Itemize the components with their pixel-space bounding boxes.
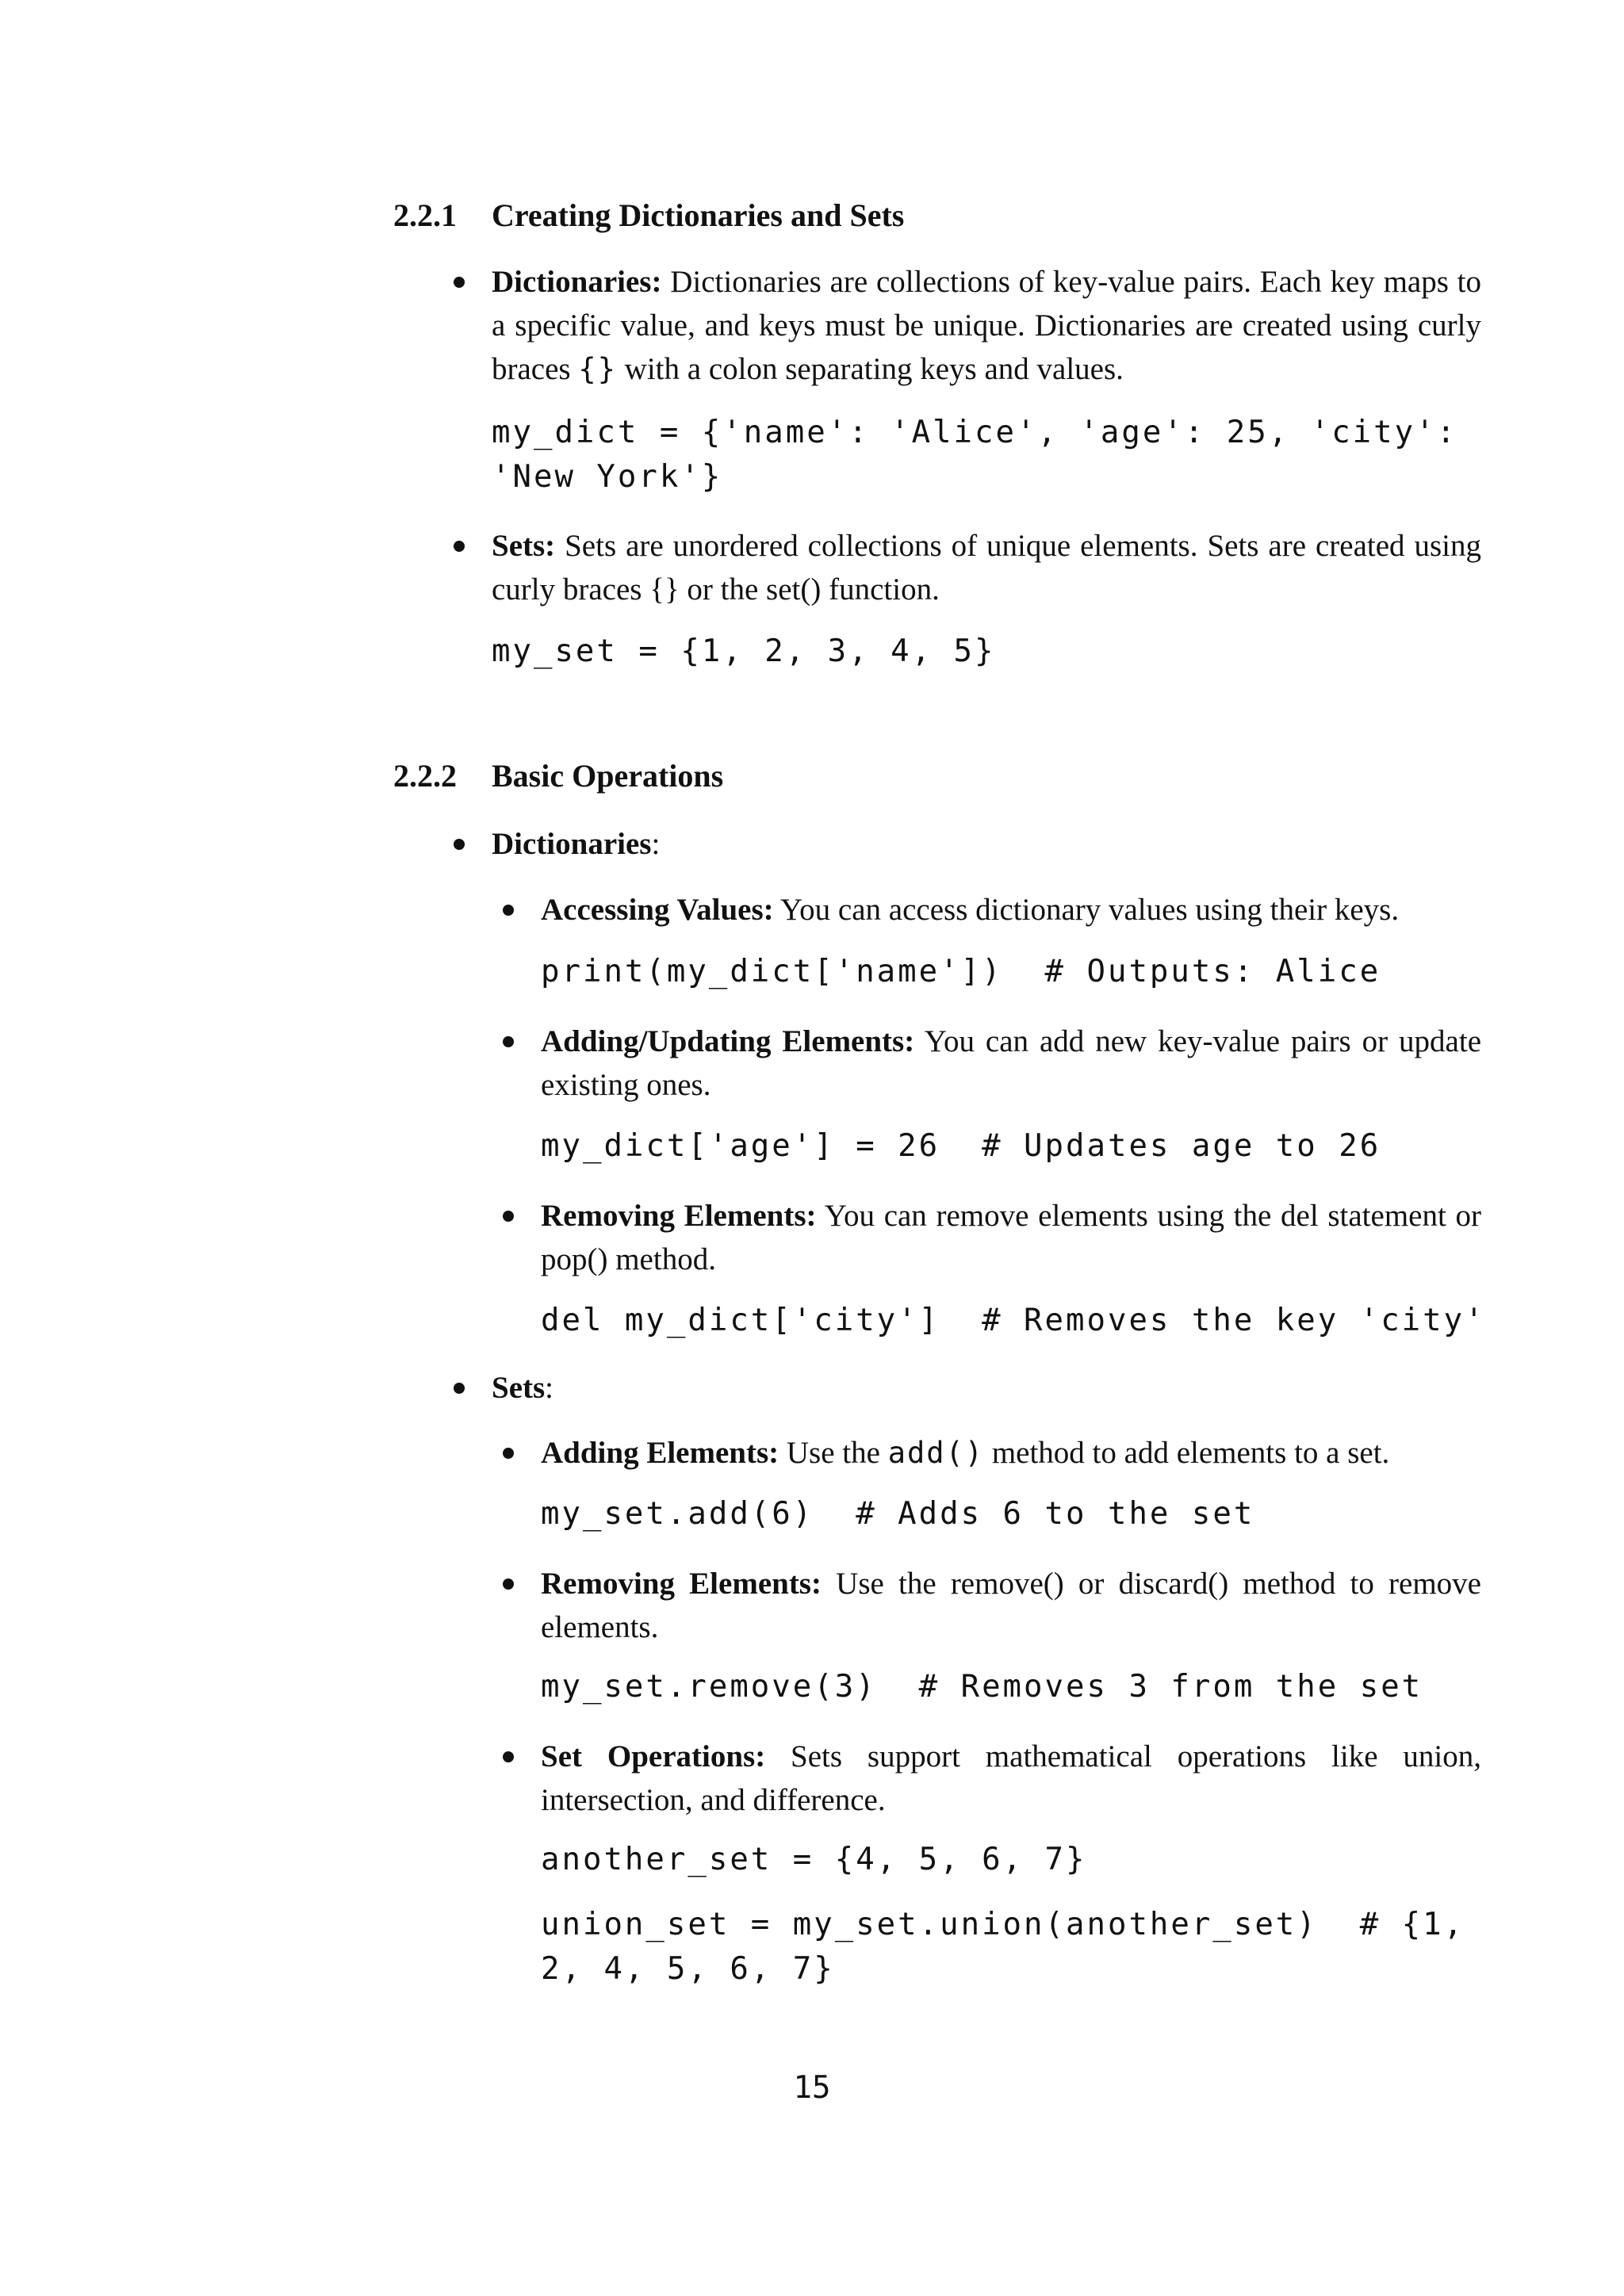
code-line-access: print(my_dict['name']) # Outputs: Alice (541, 954, 1381, 989)
code-line-dict: my_dict = {'name': 'Alice', 'age': 25, 'city': 'New York'} (492, 415, 1479, 495)
bullet-icon (503, 1036, 514, 1047)
term-label: Set Operations: (541, 1739, 766, 1774)
term-label: Adding/Updating Elements: (541, 1024, 915, 1058)
description-text: method to add elements to a set. (984, 1436, 1390, 1470)
description-text: You can add new key-value pairs or update existing ones. (541, 1024, 1481, 1102)
bullet-icon (454, 839, 465, 850)
accessing-values-description (541, 888, 1481, 932)
code-line-update: my_dict['age'] = 26 # Updates age to 26 (541, 1128, 1381, 1164)
bullet-icon (503, 1448, 514, 1459)
bullet-icon (503, 905, 514, 916)
description-text: with a colon separating keys and values. (616, 352, 1124, 386)
description-text: You can remove elements using the del statement or pop() method. (541, 1199, 1481, 1276)
term-label: Accessing Values: (541, 893, 774, 927)
term-label: Removing Elements: (541, 1567, 822, 1601)
description-text: Sets support mathematical operations like union, intersection, and difference. (541, 1739, 1481, 1817)
bullet-icon (454, 541, 465, 552)
code-line-union: union_set = my_set.union(another_set) # {1, 2, 4, 5, 6, 7} (541, 1907, 1486, 1987)
dictionaries-subheading (492, 822, 1481, 866)
section-title: Creating Dictionaries and Sets (492, 197, 905, 233)
removing-elements-dict-description (541, 1194, 1481, 1281)
page-number: 15 (793, 2070, 831, 2106)
adding-elements-set-description (541, 1431, 1481, 1475)
bullet-icon (454, 1383, 465, 1394)
bullet-icon (503, 1751, 514, 1762)
code-line-another-set: another_set = {4, 5, 6, 7} (541, 1842, 1087, 1877)
section-number: 2.2.2 (393, 758, 457, 794)
description-text: You can access dictionary values using their keys. (773, 893, 1400, 927)
section-heading-2-2-1 (393, 197, 904, 235)
description-text: Dictionaries are collections of key-value pairs. Each key maps to a specific value, and keys must be unique. Dictionaries are created using curly braces (492, 265, 1481, 386)
suffix-text: : (651, 827, 661, 861)
term-label: Adding Elements: (541, 1436, 779, 1470)
code-line-add: my_set.add(6) # Adds 6 to the set (541, 1496, 1255, 1532)
set-operations-description (541, 1735, 1481, 1822)
dictionaries-description (492, 260, 1481, 391)
sets-subheading (492, 1366, 1481, 1410)
term-label: Removing Elements: (541, 1199, 817, 1233)
term-label: Sets (492, 1371, 546, 1405)
code-line-remove: my_set.remove(3) # Removes 3 from the set (541, 1669, 1423, 1705)
description-text: Use the remove() or discard() method to remove elements. (541, 1567, 1481, 1644)
code-line-del: del my_dict['city'] # Removes the key 'city' (541, 1303, 1486, 1338)
suffix-text: : (545, 1371, 554, 1405)
term-label: Dictionaries (492, 827, 652, 861)
term-label: Sets: (492, 529, 556, 563)
removing-elements-set-description (541, 1562, 1481, 1649)
bullet-icon (503, 1578, 514, 1590)
inline-code: add() (887, 1436, 985, 1470)
bullet-icon (454, 277, 465, 288)
section-heading-2-2-2 (393, 757, 723, 795)
section-title: Basic Operations (492, 758, 724, 794)
section-number: 2.2.1 (393, 197, 457, 233)
inline-code: {} (578, 352, 617, 386)
description-text: Use the (779, 1436, 888, 1470)
adding-updating-description (541, 1020, 1481, 1107)
bullet-icon (503, 1211, 514, 1222)
term-label: Dictionaries: (492, 265, 662, 299)
description-text: Sets are unordered collections of unique elements. Sets are created using curly braces {} or the set() function. (492, 529, 1481, 607)
sets-description (492, 524, 1481, 611)
code-line-set: my_set = {1, 2, 3, 4, 5} (492, 633, 996, 669)
